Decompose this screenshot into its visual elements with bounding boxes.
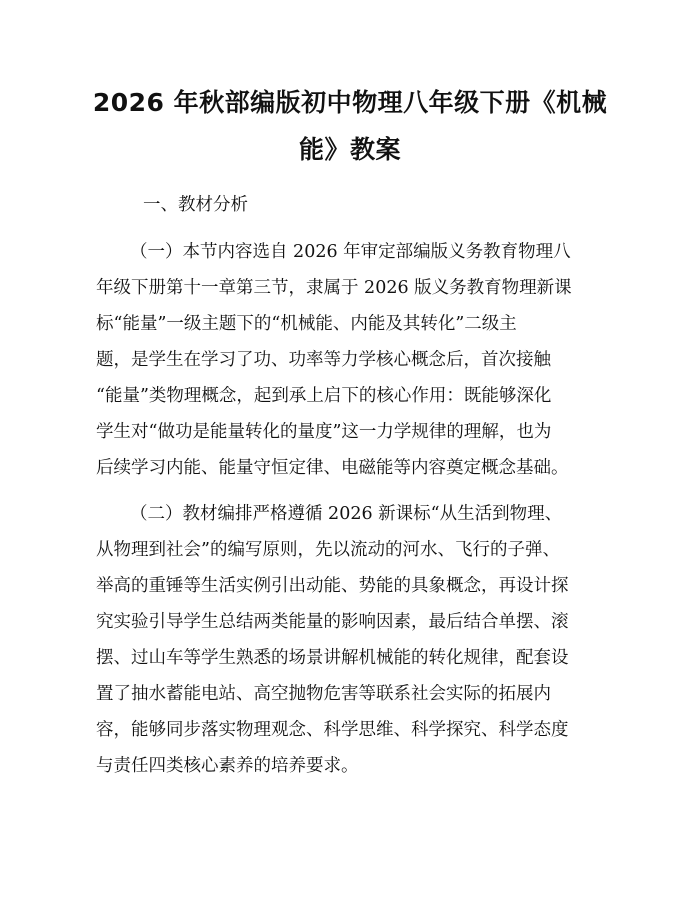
paragraph-line: 从物理到社会”的编写原则，先以流动的河水、飞行的子弹、 (96, 540, 560, 560)
paragraph-line: 与责任四类核心素养的培养要求。 (96, 756, 359, 776)
paragraph-line: 标“能量”一级主题下的“机械能、内能及其转化”二级主 (96, 314, 517, 334)
paragraph-line: 后续学习内能、能量守恒定律、电磁能等内容奠定概念基础。 (96, 458, 569, 478)
paragraph-line: 容，能够同步落实物理观念、科学思维、科学探究、科学态度 (96, 720, 569, 740)
paragraph-line: 题，是学生在学习了功、功率等力学核心概念后，首次接触 (96, 350, 551, 370)
paragraph-line: （一）本节内容选自 2026 年审定部编版义务教育物理八 (130, 242, 571, 262)
paragraph-line: （二）教材编排严格遵循 2026 新课标“从生活到物理、 (130, 504, 563, 524)
paragraph-line: 年级下册第十一章第三节，隶属于 2026 版义务教育物理新课 (96, 278, 572, 298)
paragraph-line: “能量”类物理概念，起到承上启下的核心作用：既能够深化 (96, 386, 552, 406)
section-heading: 一、教材分析 (143, 195, 248, 215)
document-title-line-2: 能》教案 (298, 135, 401, 164)
paragraph-line: 举高的重锤等生活实例引出动能、势能的具象概念，再设计探 (96, 576, 569, 596)
paragraph-line: 置了抽水蓄能电站、高空抛物危害等联系社会实际的拓展内 (96, 684, 551, 704)
document-title-line-1: 2026 年秋部编版初中物理八年级下册《机械 (92, 88, 608, 117)
paragraph-line: 究实验引导学生总结两类能量的影响因素，最后结合单摆、滚 (96, 612, 569, 632)
paragraph-line: 学生对“做功是能量转化的量度”这一力学规律的理解，也为 (96, 422, 552, 442)
paragraph-line: 摆、过山车等学生熟悉的场景讲解机械能的转化规律，配套设 (96, 648, 569, 668)
